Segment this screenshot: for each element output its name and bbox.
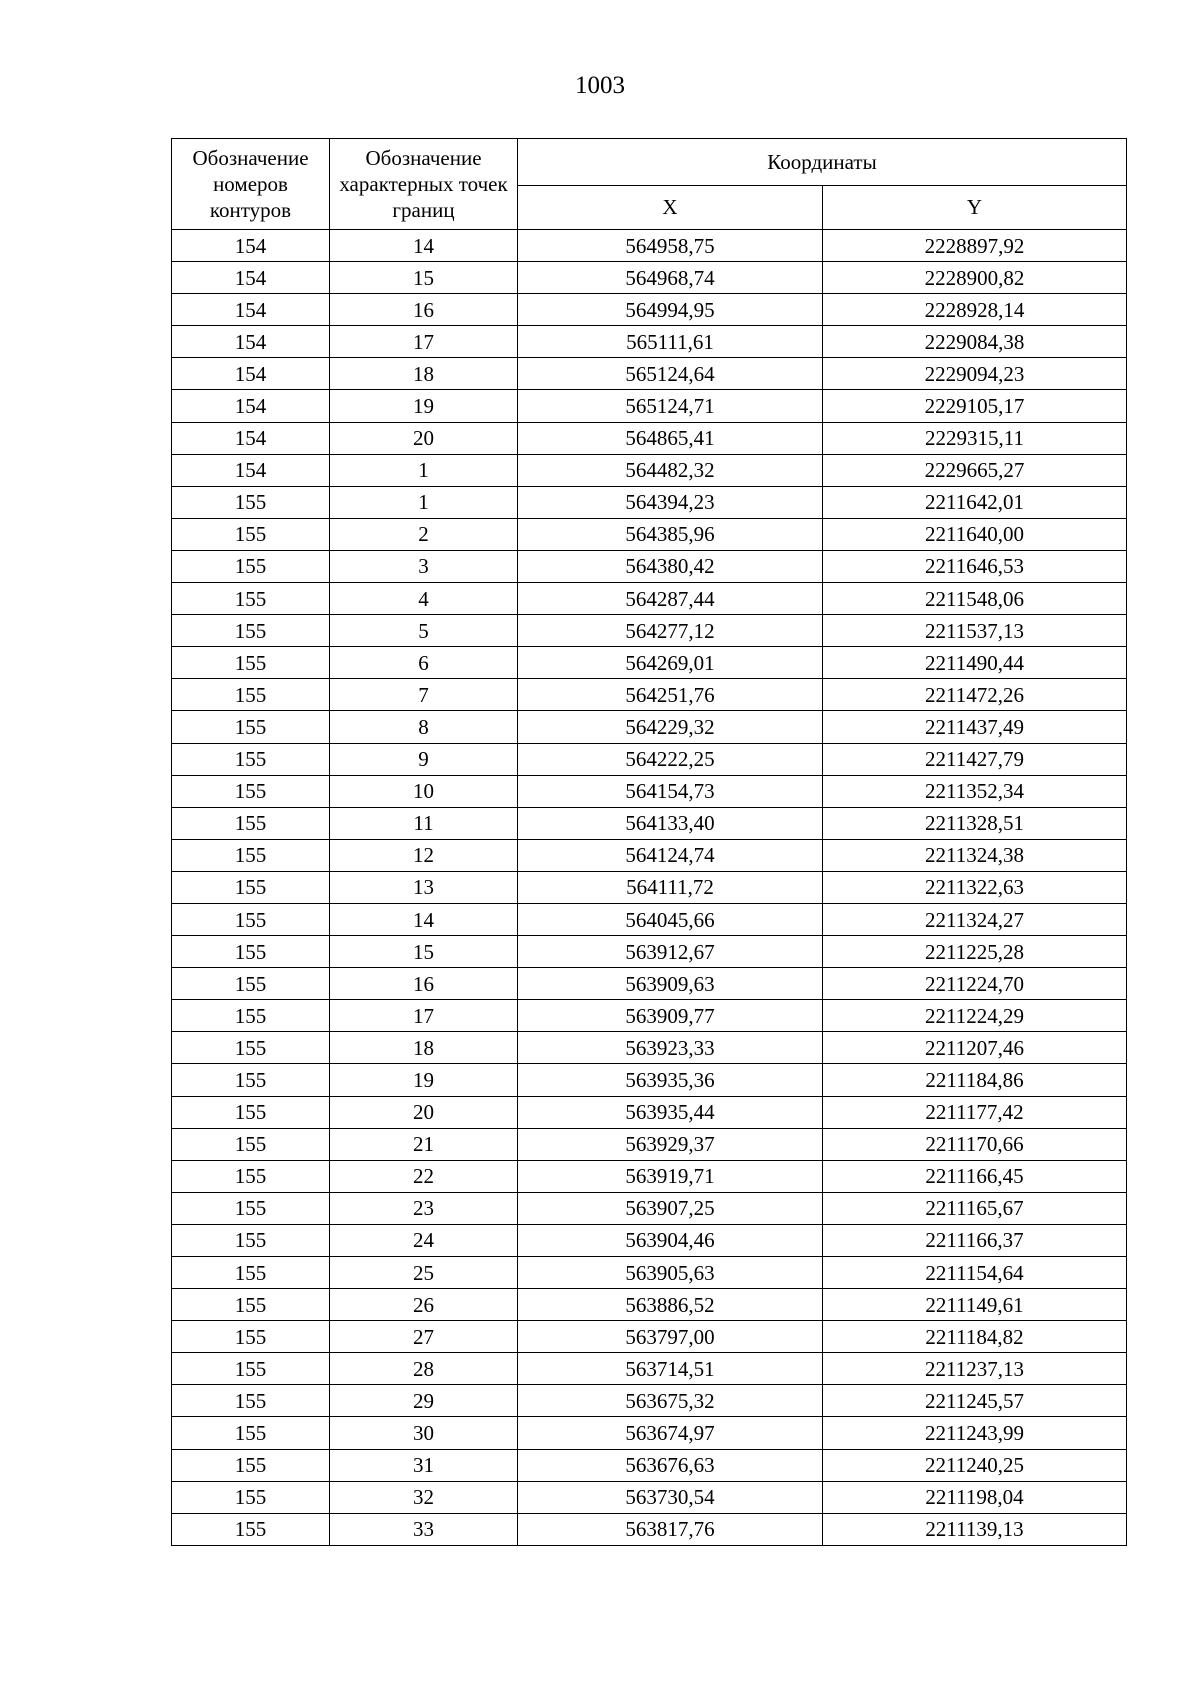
table-row	[172, 1000, 1127, 1032]
table-row	[172, 679, 1127, 711]
cell-y: 2211490,44	[823, 647, 1127, 679]
cell-point: 13	[330, 871, 518, 903]
header-coordinates: Координаты	[518, 139, 1127, 186]
cell-point: 16	[330, 968, 518, 1000]
cell-y: 2211324,27	[823, 903, 1127, 935]
cell-point: 22	[330, 1160, 518, 1192]
cell-x: 564222,25	[518, 743, 823, 775]
cell-contour: 155	[172, 1128, 330, 1160]
cell-x: 564133,40	[518, 807, 823, 839]
cell-contour: 154	[172, 326, 330, 358]
cell-contour: 155	[172, 583, 330, 615]
cell-point: 5	[330, 615, 518, 647]
cell-x: 565111,61	[518, 326, 823, 358]
coordinates-table	[171, 138, 1127, 1546]
cell-x: 564385,96	[518, 518, 823, 550]
cell-x: 564277,12	[518, 615, 823, 647]
cell-y: 2229665,27	[823, 454, 1127, 486]
cell-contour: 155	[172, 1192, 330, 1224]
cell-x: 563929,37	[518, 1128, 823, 1160]
cell-y: 2211237,13	[823, 1353, 1127, 1385]
cell-contour: 155	[172, 775, 330, 807]
cell-x: 564154,73	[518, 775, 823, 807]
cell-contour: 155	[172, 871, 330, 903]
cell-point: 20	[330, 1096, 518, 1128]
table-row	[172, 1064, 1127, 1096]
cell-y: 2211166,45	[823, 1160, 1127, 1192]
table-row	[172, 358, 1127, 390]
table-row	[172, 486, 1127, 518]
table-row	[172, 294, 1127, 326]
table-row	[172, 871, 1127, 903]
cell-y: 2229315,11	[823, 422, 1127, 454]
cell-point: 29	[330, 1385, 518, 1417]
cell-y: 2211548,06	[823, 583, 1127, 615]
table-header	[172, 139, 1127, 230]
cell-contour: 155	[172, 679, 330, 711]
cell-x: 563714,51	[518, 1353, 823, 1385]
header-point-number: Обозначение характерных точек границ	[330, 139, 518, 230]
cell-y: 2229105,17	[823, 390, 1127, 422]
cell-x: 564482,32	[518, 454, 823, 486]
cell-contour: 154	[172, 294, 330, 326]
cell-x: 563919,71	[518, 1160, 823, 1192]
cell-contour: 155	[172, 1160, 330, 1192]
cell-y: 2211437,49	[823, 711, 1127, 743]
cell-y: 2211240,25	[823, 1449, 1127, 1481]
cell-x: 563909,77	[518, 1000, 823, 1032]
cell-point: 18	[330, 1032, 518, 1064]
cell-y: 2211224,29	[823, 1000, 1127, 1032]
cell-x: 563907,25	[518, 1192, 823, 1224]
table-row	[172, 326, 1127, 358]
table-row	[172, 262, 1127, 294]
cell-point: 19	[330, 1064, 518, 1096]
cell-x: 563909,63	[518, 968, 823, 1000]
cell-contour: 155	[172, 711, 330, 743]
table-row	[172, 839, 1127, 871]
table-row	[172, 1353, 1127, 1385]
cell-contour: 155	[172, 968, 330, 1000]
cell-x: 563675,32	[518, 1385, 823, 1417]
cell-y: 2211328,51	[823, 807, 1127, 839]
cell-x: 564865,41	[518, 422, 823, 454]
cell-point: 7	[330, 679, 518, 711]
cell-contour: 154	[172, 358, 330, 390]
cell-y: 2211149,61	[823, 1289, 1127, 1321]
table-row	[172, 743, 1127, 775]
cell-x: 563886,52	[518, 1289, 823, 1321]
cell-contour: 154	[172, 422, 330, 454]
cell-point: 2	[330, 518, 518, 550]
cell-y: 2211198,04	[823, 1481, 1127, 1513]
cell-x: 563676,63	[518, 1449, 823, 1481]
cell-x: 564111,72	[518, 871, 823, 903]
table-row	[172, 807, 1127, 839]
table-row	[172, 1096, 1127, 1128]
cell-y: 2228928,14	[823, 294, 1127, 326]
cell-x: 565124,71	[518, 390, 823, 422]
table-row	[172, 1128, 1127, 1160]
cell-point: 28	[330, 1353, 518, 1385]
table-row	[172, 1481, 1127, 1513]
cell-point: 14	[330, 230, 518, 262]
cell-y: 2229084,38	[823, 326, 1127, 358]
cell-y: 2211207,46	[823, 1032, 1127, 1064]
cell-contour: 155	[172, 807, 330, 839]
cell-contour: 155	[172, 1321, 330, 1353]
cell-point: 19	[330, 390, 518, 422]
cell-contour: 155	[172, 1096, 330, 1128]
table-body	[172, 230, 1127, 1546]
cell-y: 2211352,34	[823, 775, 1127, 807]
cell-point: 3	[330, 550, 518, 582]
cell-contour: 155	[172, 1513, 330, 1545]
cell-y: 2211243,99	[823, 1417, 1127, 1449]
cell-point: 20	[330, 422, 518, 454]
cell-y: 2211177,42	[823, 1096, 1127, 1128]
cell-point: 17	[330, 326, 518, 358]
cell-contour: 154	[172, 454, 330, 486]
table-row	[172, 936, 1127, 968]
cell-contour: 155	[172, 903, 330, 935]
cell-y: 2228897,92	[823, 230, 1127, 262]
cell-x: 565124,64	[518, 358, 823, 390]
table-row	[172, 968, 1127, 1000]
cell-x: 563935,44	[518, 1096, 823, 1128]
cell-point: 17	[330, 1000, 518, 1032]
cell-contour: 155	[172, 615, 330, 647]
cell-point: 27	[330, 1321, 518, 1353]
cell-y: 2211184,82	[823, 1321, 1127, 1353]
cell-contour: 155	[172, 1289, 330, 1321]
cell-contour: 155	[172, 1353, 330, 1385]
cell-y: 2211640,00	[823, 518, 1127, 550]
cell-point: 12	[330, 839, 518, 871]
table-row	[172, 390, 1127, 422]
cell-contour: 154	[172, 390, 330, 422]
cell-contour: 155	[172, 1481, 330, 1513]
cell-x: 563797,00	[518, 1321, 823, 1353]
cell-x: 563905,63	[518, 1257, 823, 1289]
cell-contour: 155	[172, 1417, 330, 1449]
table-row	[172, 1513, 1127, 1545]
cell-x: 564251,76	[518, 679, 823, 711]
table-row	[172, 711, 1127, 743]
cell-contour: 155	[172, 1449, 330, 1481]
cell-x: 563674,97	[518, 1417, 823, 1449]
table-row	[172, 518, 1127, 550]
cell-y: 2211154,64	[823, 1257, 1127, 1289]
cell-x: 563912,67	[518, 936, 823, 968]
cell-point: 15	[330, 262, 518, 294]
cell-contour: 155	[172, 1032, 330, 1064]
table-row	[172, 1321, 1127, 1353]
cell-x: 563923,33	[518, 1032, 823, 1064]
cell-x: 564269,01	[518, 647, 823, 679]
cell-point: 4	[330, 583, 518, 615]
table-row	[172, 1192, 1127, 1224]
table-row	[172, 230, 1127, 262]
cell-point: 31	[330, 1449, 518, 1481]
cell-x: 563730,54	[518, 1481, 823, 1513]
cell-point: 16	[330, 294, 518, 326]
cell-x: 564045,66	[518, 903, 823, 935]
cell-point: 23	[330, 1192, 518, 1224]
cell-y: 2211170,66	[823, 1128, 1127, 1160]
cell-contour: 155	[172, 550, 330, 582]
table-row	[172, 647, 1127, 679]
header-contour-number: Обозначение номеров контуров	[172, 139, 330, 230]
cell-x: 563817,76	[518, 1513, 823, 1545]
cell-point: 24	[330, 1224, 518, 1256]
cell-point: 9	[330, 743, 518, 775]
cell-point: 6	[330, 647, 518, 679]
cell-point: 1	[330, 454, 518, 486]
cell-point: 21	[330, 1128, 518, 1160]
cell-x: 564958,75	[518, 230, 823, 262]
cell-point: 33	[330, 1513, 518, 1545]
cell-y: 2211324,38	[823, 839, 1127, 871]
cell-point: 30	[330, 1417, 518, 1449]
cell-y: 2211166,37	[823, 1224, 1127, 1256]
cell-y: 2211537,13	[823, 615, 1127, 647]
cell-x: 564394,23	[518, 486, 823, 518]
cell-y: 2211139,13	[823, 1513, 1127, 1545]
cell-contour: 154	[172, 262, 330, 294]
cell-x: 563935,36	[518, 1064, 823, 1096]
cell-point: 15	[330, 936, 518, 968]
table-row	[172, 454, 1127, 486]
table-row	[172, 1449, 1127, 1481]
table-row	[172, 422, 1127, 454]
table-row	[172, 775, 1127, 807]
cell-x: 564968,74	[518, 262, 823, 294]
cell-contour: 154	[172, 230, 330, 262]
table-row	[172, 1032, 1127, 1064]
table-row	[172, 1224, 1127, 1256]
cell-point: 18	[330, 358, 518, 390]
cell-x: 564994,95	[518, 294, 823, 326]
header-x: X	[518, 186, 823, 230]
cell-x: 564229,32	[518, 711, 823, 743]
cell-x: 564124,74	[518, 839, 823, 871]
header-y: Y	[823, 186, 1127, 230]
cell-x: 564287,44	[518, 583, 823, 615]
cell-y: 2229094,23	[823, 358, 1127, 390]
table-row	[172, 1385, 1127, 1417]
table-row	[172, 550, 1127, 582]
cell-contour: 155	[172, 647, 330, 679]
cell-y: 2211225,28	[823, 936, 1127, 968]
cell-contour: 155	[172, 1257, 330, 1289]
cell-y: 2211224,70	[823, 968, 1127, 1000]
cell-contour: 155	[172, 936, 330, 968]
table-row	[172, 1160, 1127, 1192]
cell-contour: 155	[172, 518, 330, 550]
table-row	[172, 1417, 1127, 1449]
cell-point: 10	[330, 775, 518, 807]
table-row	[172, 1257, 1127, 1289]
cell-x: 564380,42	[518, 550, 823, 582]
cell-y: 2211472,26	[823, 679, 1127, 711]
cell-y: 2211245,57	[823, 1385, 1127, 1417]
cell-y: 2211184,86	[823, 1064, 1127, 1096]
cell-contour: 155	[172, 1385, 330, 1417]
cell-y: 2228900,82	[823, 262, 1127, 294]
cell-y: 2211642,01	[823, 486, 1127, 518]
cell-point: 8	[330, 711, 518, 743]
cell-contour: 155	[172, 743, 330, 775]
cell-contour: 155	[172, 486, 330, 518]
cell-x: 563904,46	[518, 1224, 823, 1256]
table-row	[172, 1289, 1127, 1321]
table-row	[172, 583, 1127, 615]
cell-point: 25	[330, 1257, 518, 1289]
cell-y: 2211427,79	[823, 743, 1127, 775]
table-row	[172, 615, 1127, 647]
cell-contour: 155	[172, 839, 330, 871]
cell-point: 26	[330, 1289, 518, 1321]
cell-y: 2211322,63	[823, 871, 1127, 903]
cell-point: 14	[330, 903, 518, 935]
cell-contour: 155	[172, 1224, 330, 1256]
table-row	[172, 903, 1127, 935]
cell-point: 32	[330, 1481, 518, 1513]
cell-contour: 155	[172, 1064, 330, 1096]
cell-y: 2211646,53	[823, 550, 1127, 582]
cell-point: 11	[330, 807, 518, 839]
cell-y: 2211165,67	[823, 1192, 1127, 1224]
page-number: 1003	[575, 72, 625, 99]
cell-point: 1	[330, 486, 518, 518]
cell-contour: 155	[172, 1000, 330, 1032]
